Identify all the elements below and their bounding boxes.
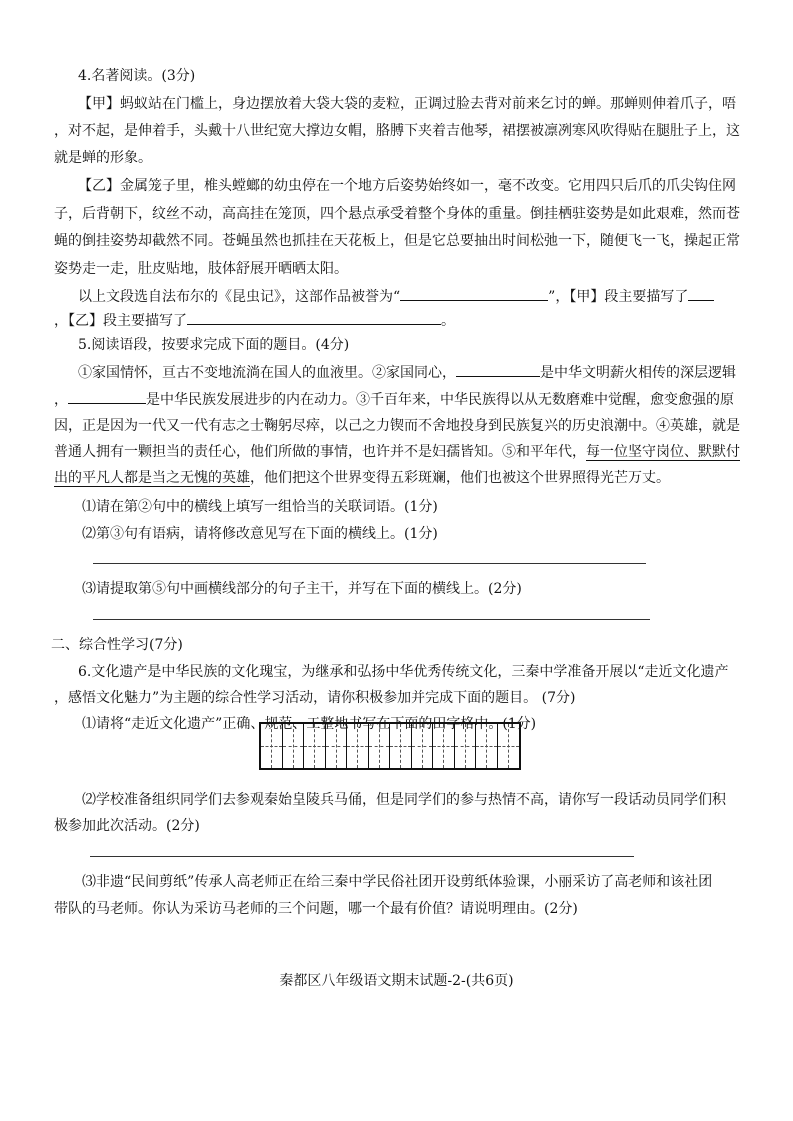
tianzige-cell[interactable] <box>347 724 369 768</box>
q4-prompt-c: ，【乙】段主要描写了 <box>54 313 187 329</box>
q6-answer-line-2[interactable] <box>90 856 634 857</box>
q5-text: 是中华文明薪火相传的深层逻辑 <box>540 365 736 381</box>
q5-sub1: ⑴请在第②句中的横线上填写一组恰当的关联词语。(1分) <box>82 499 438 515</box>
q4-title: 4.名著阅读。(3分) <box>78 68 196 84</box>
q4-blank-jia[interactable] <box>688 286 714 301</box>
tianzige-cell[interactable] <box>369 724 391 768</box>
q5-text: 是中华民族发展进步的内在动力。③千百年来，中华民族得以从无数磨难中觉醒，愈变愈强的原 <box>146 392 734 408</box>
q5-sub2: ⑵第③句有语病，请将修改意见写在下面的横线上。(1分) <box>82 526 438 542</box>
tianzige-cell[interactable] <box>412 724 434 768</box>
q4-jia-line-1: 【甲】蚂蚁站在门槛上，身边摆放着大袋大袋的麦粒，正调过脸去背对前来乞讨的蝉。那蝉则伸着爪子，唔 <box>78 96 736 112</box>
tianzige-cell[interactable] <box>304 724 326 768</box>
q5-blank-2[interactable] <box>68 389 146 404</box>
q4-prompt-b: ”，【甲】段主要描写了 <box>548 289 689 305</box>
tianzige-cell[interactable] <box>326 724 348 768</box>
cell-guide-vertical <box>443 724 444 768</box>
cell-guide-vertical <box>465 724 466 768</box>
cell-guide-vertical <box>293 724 294 768</box>
q5-passage-line-2 <box>54 389 734 410</box>
page-footer: 秦都区八年级语文期末试题-2-(共6页) <box>279 973 514 989</box>
q4-blank-yi[interactable] <box>187 310 441 325</box>
q6-intro-line-1: 6.文化遗产是中华民族的文化瑰宝，为继承和弘扬中华优秀传统文化，三秦中学准备开展以“走近文化遗产 <box>78 664 729 680</box>
q6-sub3-line-2: 带队的马老师。你认为采访马老师的三个问题，哪一个最有价值？请说明理由。(2分) <box>54 901 578 917</box>
q5-passage-line-5 <box>54 468 670 488</box>
q5-title: 5.阅读语段，按要求完成下面的题目。(4分) <box>78 337 350 353</box>
q5-sub3: ⑶请提取第⑤句中画横线部分的句子主干，并写在下面的横线上。(2分) <box>82 581 522 597</box>
q4-jia-line-2: ，对不起，是伸着手，头戴十八世纪宽大撑边女帽，胳膊下夹着吉他琴，裙摆被凛冽寒风吹得贴在腿肚子上，这 <box>54 123 740 139</box>
cell-guide-vertical <box>422 724 423 768</box>
q5-text: ①家国情怀，亘古不变地流淌在国人的血液里。②家国同心， <box>78 365 456 381</box>
cell-guide-vertical <box>400 724 401 768</box>
q6-sub2-line-1: ⑵学校准备组织同学们去参观秦始皇陵兵马俑，但是同学们的参与热情不高，请你写一段话动员同学们积 <box>82 792 726 808</box>
tianzige-cell[interactable] <box>433 724 455 768</box>
cell-guide-vertical <box>336 724 337 768</box>
q4-blank-praise[interactable] <box>400 286 548 301</box>
cell-guide-vertical <box>486 724 487 768</box>
q4-yi-line-1: 【乙】金属笼子里，椎头螳螂的幼虫停在一个地方后姿势始终如一，毫不改变。它用四只后爪的爪尖钩住网 <box>78 178 736 194</box>
q6-sub3-line-1: ⑶非遗“民间剪纸”传承人高老师正在给三秦中学民俗社团开设剪纸体验课，小丽采访了高老师和该社团 <box>82 874 713 890</box>
q4-prompt-d: 。 <box>441 313 455 329</box>
cell-guide-vertical <box>271 724 272 768</box>
tianzige-cell[interactable] <box>476 724 498 768</box>
cell-guide-vertical <box>357 724 358 768</box>
q4-prompt-a: 以上文段选自法布尔的《昆虫记》，这部作品被誉为“ <box>78 289 401 305</box>
q5-passage-line-3: 因，正是因为一代又一代有志之士鞠躬尽瘁，以己之力锲而不舍地投身到民族复兴的历史浪潮中。④英雄，就是 <box>54 418 740 434</box>
q5-text: ，他们把这个世界变得五彩斑斓，他们也被这个世界照得光芒万丈。 <box>250 470 670 486</box>
q4-yi-line-3: 蝇的倒挂姿势却截然不同。苍蝇虽然也抓挂在天花板上，但是它总要抽出时间松弛一下，随便飞一飞，操起正常 <box>54 233 740 249</box>
tianzige-cell[interactable] <box>283 724 305 768</box>
tianzige-cell[interactable] <box>455 724 477 768</box>
q5-text: 普通人拥有一颗担当的责任心，他们所做的事情，也许并不是妇孺皆知。⑤和平年代， <box>54 444 586 460</box>
q5-answer-line-3[interactable] <box>93 619 650 620</box>
q5-passage-line-4 <box>54 442 740 462</box>
tianzige-cell[interactable] <box>498 724 520 768</box>
q4-jia-line-3: 就是蝉的形象。 <box>54 150 152 166</box>
q6-sub2-line-2: 极参加此次活动。(2分) <box>54 818 200 834</box>
q5-underlined-text: 出的平凡人都是当之无愧的英雄 <box>54 470 250 486</box>
q6-sub1: ⑴请将“走近文化遗产”正确、规范、工整地书写在下面的田字格中。(1分) <box>82 716 537 732</box>
cell-guide-vertical <box>314 724 315 768</box>
q6-intro-line-2: ，感悟文化魅力”为主题的综合性学习活动，请你积极参加并完成下面的题目。 (7分) <box>54 690 576 706</box>
section-2-title: 二、综合性学习(7分) <box>51 637 183 653</box>
q4-yi-line-2: 子，后背朝下，纹丝不动，高高挂在笼顶，四个悬点承受着整个身体的重量。倒挂栖驻姿势是如此艰难，然而苍 <box>54 206 740 222</box>
q5-underlined-text: 每一位坚守岗位、默默付 <box>586 444 740 460</box>
cell-guide-vertical <box>379 724 380 768</box>
tianzige-grid[interactable] <box>259 722 521 770</box>
q4-yi-line-4: 姿势走一走，肚皮贴地，肢体舒展开晒晒太阳。 <box>54 261 348 277</box>
q5-blank-1[interactable] <box>456 362 540 377</box>
q4-question <box>78 286 714 307</box>
tianzige-cell[interactable] <box>261 724 283 768</box>
q5-answer-line-2[interactable] <box>93 563 646 564</box>
cell-guide-vertical <box>508 724 509 768</box>
q5-passage-line-1 <box>78 362 736 383</box>
q5-text: ， <box>54 392 68 408</box>
q4-question-cont <box>54 310 455 331</box>
tianzige-cell[interactable] <box>390 724 412 768</box>
